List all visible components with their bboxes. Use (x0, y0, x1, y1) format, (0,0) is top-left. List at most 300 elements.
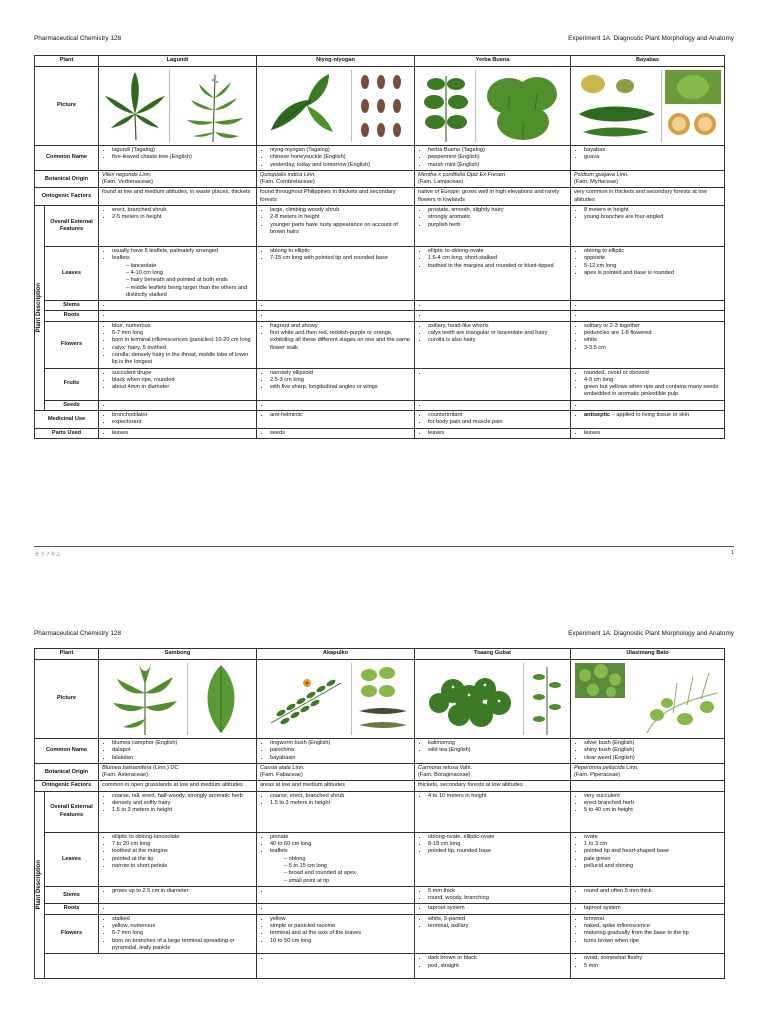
roots-cell (99, 904, 257, 914)
list-item: • succulent drupe (112, 370, 253, 377)
list-item: • erect, branched shrub (112, 207, 253, 214)
partial-cell (415, 954, 571, 979)
plant-name: Tsaang Gubat (415, 649, 571, 660)
family: (Fam. Boraginaceae) (418, 772, 471, 779)
plant-description-side (35, 206, 45, 411)
botanical-name: Blumea balsamifera (102, 764, 152, 771)
plant-table-2 (34, 648, 725, 979)
row-next-partial (35, 954, 725, 979)
leaves-cell (415, 832, 571, 886)
flowers-cell (415, 321, 571, 368)
list-item: • turns brown when ripe (584, 938, 721, 945)
list-item: • 4-9 cm long (584, 377, 721, 384)
list-item: • clear weed (English) (584, 755, 721, 762)
list-item (270, 312, 411, 319)
header-course: Pharmaceutical Chemistry 128 (34, 35, 122, 42)
yerba-buena-sprig-image (421, 70, 471, 142)
row-medicinal-use (35, 411, 725, 429)
list-item: • 4 to 10 meters in height (428, 793, 567, 800)
akapulko-branch-image (261, 663, 349, 735)
list-item: • niyog-niyogan (Tagalog) (270, 147, 411, 154)
list-item: • corolla is also hairy (428, 337, 567, 344)
picture-lagundi (99, 67, 257, 146)
list-item: • ovate (584, 834, 721, 841)
list-item: • simple or panicled raceme (270, 923, 411, 930)
botanical-name: Carmona retusa (418, 764, 459, 771)
tsaang-gubat-twig-image (527, 663, 567, 735)
list-item: • oblong-ovate, elliptic-ovate (428, 834, 567, 841)
list-item: • 1.5 to 3 meters in height (270, 800, 411, 807)
external-cell (257, 206, 415, 247)
list-item: • narrow to short petiole (112, 863, 253, 870)
list-item: • younger parts have rusty appearance on account of brown hairs (270, 222, 411, 237)
list-item: • white (584, 337, 721, 344)
picture-tsaang-gubat (415, 660, 571, 739)
common-cell (257, 739, 415, 764)
row-parts-used (35, 428, 725, 438)
label-roots: Roots (45, 311, 99, 321)
row-plant (35, 649, 725, 660)
list-item: • very succulent (584, 793, 721, 800)
list-item (112, 905, 253, 912)
ontogenic-text: areas at low and medium altitudes (257, 781, 415, 791)
ulasimang-bato-plant-image (627, 663, 721, 735)
list-item: • calyx: hairy, 5 toothed (112, 345, 253, 352)
list-item (584, 402, 721, 409)
list-item: • herba Buena (Tagalog) (428, 147, 567, 154)
flowers-cell (257, 321, 415, 368)
list-item (112, 302, 253, 309)
flowers-cell (415, 914, 571, 953)
list-item (270, 905, 411, 912)
family: (Fam. Piperaceae) (574, 772, 621, 779)
common-bayabas (571, 146, 725, 171)
common-cell (99, 739, 257, 764)
botanical-cell (571, 763, 725, 781)
ontogenic-text: thickets, secondary forests at low altitudes (415, 781, 571, 791)
parts-cell (571, 428, 725, 438)
header-course: Pharmaceutical Chemistry 128 (34, 630, 122, 637)
sub-item: – lanceolate (126, 263, 253, 270)
list-item: • peduncles are 1-8 flowered (584, 330, 721, 337)
list-item: • 2.5-3 cm long (270, 377, 411, 384)
botanical-author: Linn. (624, 764, 639, 771)
medicinal-keyword: antiseptic (584, 412, 611, 419)
list-item: • 5-12 cm long (584, 263, 721, 270)
fruits-cell (99, 368, 257, 400)
sub-item: – broad and rounded at apex (284, 870, 411, 877)
row-ontogenic (35, 781, 725, 791)
list-item: • terminal, axillary (428, 923, 567, 930)
list-item: • toothed in the margins and rounded or blunt-tipped (428, 263, 567, 270)
medicinal-cell (571, 411, 725, 429)
list-item: • toothed at the margins (112, 848, 253, 855)
label-botanical-origin: Botanical Origin (35, 763, 99, 781)
yerba-buena-leaves-image (479, 70, 567, 142)
list-item: • purplish herb (428, 222, 567, 229)
common-lagundi (99, 146, 257, 171)
roots-cell (257, 311, 415, 321)
list-item (584, 312, 721, 319)
ontogenic-text: very common in thickets and secondary forests at low altitudes (571, 188, 725, 206)
label-fruits: Fruits (45, 368, 99, 400)
label-plant: Plant (35, 56, 99, 67)
list-item: • ringworm bush (English) (270, 740, 411, 747)
list-item: • grows up to 2.5 cm in diameter (112, 888, 253, 895)
roots-cell (99, 311, 257, 321)
ulasimang-bato-patch-image (575, 663, 625, 698)
roots-cell (571, 311, 725, 321)
list-item: • leaves (428, 430, 567, 437)
list-item: • first white and then red, reddish-purple or orange, exhibiting all these different stages on one and the same flower stalk (270, 330, 411, 352)
list-item-text: leaflets (270, 848, 288, 855)
ontogenic-text: found at low and medium altitudes, in waste places, thickets (99, 188, 257, 206)
row-stems (35, 301, 725, 311)
side-label: Plant Description (35, 860, 42, 910)
stems-cell (415, 886, 571, 904)
plant-name: Lagundi (99, 56, 257, 67)
list-item: • large, climbing woody shrub (270, 207, 411, 214)
label-botanical-origin: Botanical Origin (35, 170, 99, 188)
sub-item: – middle leaflets being larger than the others and distinctly stalked (126, 285, 253, 300)
list-item: • oblong to elliptic (270, 248, 411, 255)
list-item: • yesterday, today and tomorrow (English) (270, 162, 411, 169)
row-leaves (35, 832, 725, 886)
list-item: • round and often 5 mm thick (584, 888, 721, 895)
list-item: • marsh mint (English) (428, 162, 567, 169)
list-item: • blue, numerous (112, 323, 253, 330)
tsaang-gubat-shrub-image (419, 663, 519, 735)
list-item (112, 255, 253, 299)
flowers-cell (257, 914, 415, 953)
flowers-cell (99, 321, 257, 368)
common-cell (415, 739, 571, 764)
list-item: • erect branched herb (584, 800, 721, 807)
list-item: • pale green (584, 856, 721, 863)
ontogenic-text: common in open grasslands at low and medium altitudes (99, 781, 257, 791)
list-item: • opposite (584, 255, 721, 262)
seeds-cell (257, 400, 415, 410)
row-roots (35, 311, 725, 321)
list-item: • taproot system (428, 905, 567, 912)
list-item: • elliptic to oblong-ovate (428, 248, 567, 255)
footer-watermark: セラノキム (34, 552, 62, 558)
leaves-cell (99, 832, 257, 886)
label-picture: Picture (35, 67, 99, 146)
list-item: • bayabas (584, 147, 721, 154)
list-item: • green but yellows when ripe and contains many seeds embedded in aromatic pinkedible pulp (584, 384, 721, 399)
list-item (112, 312, 253, 319)
list-item: • shiny bush (English) (584, 747, 721, 754)
picture-bayabas (571, 67, 725, 146)
list-item: • naked, spike inflorescence (584, 923, 721, 930)
list-item: • seeds (270, 430, 411, 437)
flowers-cell (571, 914, 725, 953)
list-item: • expectorant (112, 419, 253, 426)
list-item: • 2-8 meters in height (270, 214, 411, 221)
list-item: • pellucid and shining (584, 863, 721, 870)
botanical-author: Vahl. (458, 764, 472, 771)
leaves-cell (257, 832, 415, 886)
family: (Fam. Asteraceae) (102, 772, 149, 779)
list-item (270, 848, 411, 884)
sambong-leaf-image (195, 663, 247, 735)
list-item: • dalapot (112, 747, 253, 754)
botanical-cell (99, 763, 257, 781)
leaves-cell (415, 247, 571, 301)
picture-ulasimang-bato (571, 660, 725, 739)
parts-cell (257, 428, 415, 438)
list-item: • elliptic to oblong-lanceolate (112, 834, 253, 841)
list-item: • coarse, erect, branched shrub (270, 793, 411, 800)
list-item: • born on branches of a large terminal spreading or pyramidal, leafy panicle (112, 938, 253, 953)
roots-cell (415, 311, 571, 321)
sub-item: – hairy beneath and pointed at both ends (126, 277, 253, 284)
list-item: • 7 to 20 cm long (112, 841, 253, 848)
list-item: • counterirritant (428, 412, 567, 419)
row-seeds (35, 400, 725, 410)
picture-sambong (99, 660, 257, 739)
list-item: • yellow, numerous (112, 923, 253, 930)
picture-akapulko (257, 660, 415, 739)
flowers-cell (571, 321, 725, 368)
row-picture (35, 67, 725, 146)
list-item: • leaves (584, 430, 721, 437)
row-common-name (35, 146, 725, 171)
lagundi-leaf-image (103, 70, 167, 142)
plant-name: Ulasimang Bato (571, 649, 725, 660)
leaves-cell (99, 247, 257, 301)
label-leaves: Leaves (45, 832, 99, 886)
list-item: • 5 to 40 cm in height (584, 807, 721, 814)
common-cell (571, 739, 725, 764)
list-item (270, 402, 411, 409)
botanical-name: Quisqualis indica Linn. (260, 171, 316, 178)
list-item: • 40 to 60 cm long (270, 841, 411, 848)
external-cell (257, 791, 415, 832)
fruits-cell (415, 368, 571, 400)
botanical-name: Psidium guajava Linn. (574, 171, 629, 178)
list-item: • 6-7 mm long (112, 330, 253, 337)
list-item: • peppermint (English) (428, 154, 567, 161)
row-common-name (35, 739, 725, 764)
list-item: • pointed at the tip (112, 856, 253, 863)
list-item: • calyx teeth are triangular or lanceolate and hairy (428, 330, 567, 337)
family: (Fam. Myrtaceae) (574, 179, 619, 186)
stems-cell (99, 886, 257, 904)
list-item: • coarse, tall, erect, half-woody, strongly aromatic herb (112, 793, 253, 800)
roots-cell (571, 904, 725, 914)
list-item (428, 302, 567, 309)
akapulko-leaflets-pods-image (355, 663, 409, 735)
list-item: • kalimomog (428, 740, 567, 747)
list-item-text: leaflets (112, 255, 130, 262)
medicinal-cell (257, 411, 415, 429)
list-item: • anti-helmintic (270, 412, 411, 419)
list-item (270, 888, 411, 895)
label-common-name: Common Name (35, 739, 99, 764)
botanical-cell (415, 763, 571, 781)
side-label: Plant Description (35, 283, 42, 333)
list-item (112, 402, 253, 409)
page-2 (0, 570, 768, 1024)
leaves-cell (257, 247, 415, 301)
label-common-name: Common Name (35, 146, 99, 171)
list-item: • axillary, head-like whorls (428, 323, 567, 330)
stems-cell (257, 886, 415, 904)
list-item: • bayabasin (270, 755, 411, 762)
list-item: • 6-7 mm long (112, 930, 253, 937)
list-item: • ovoid, somewhat fleshy (584, 955, 721, 962)
list-item: • born in terminal inflorescences (panicles) 10-20 cm long (112, 337, 253, 344)
lagundi-branch-image (173, 70, 251, 142)
list-item: • pinnate (270, 834, 411, 841)
label-plant: Plant (35, 649, 99, 660)
list-item (270, 302, 411, 309)
list-item: • yellow (270, 916, 411, 923)
roots-cell (257, 904, 415, 914)
list-item: • about 4mm in diameter (112, 384, 253, 391)
sub-item: – 5 to 15 cm long (284, 863, 411, 870)
family: (Fam. Verbenaceae) (102, 179, 153, 186)
list-item: • pod, straight (428, 963, 567, 970)
fruits-cell (257, 368, 415, 400)
list-item: • terminal and at the axis of the leaves (270, 930, 411, 937)
list-item: • 8-18 cm long (428, 841, 567, 848)
list-item: • narrowly ellipsoid (270, 370, 411, 377)
botanical-niyog-niyogan (257, 170, 415, 188)
external-cell (571, 206, 725, 247)
label-parts-used: Parts Used (35, 428, 99, 438)
list-item: • pointed tip, rounded base (428, 848, 567, 855)
label-picture: Picture (35, 660, 99, 739)
list-item (584, 412, 721, 419)
header-experiment: Experiment 1A: Diagnostic Plant Morphology and Anatomy (568, 35, 734, 42)
row-roots (35, 904, 725, 914)
list-item: • 10 to 50 cm long (270, 938, 411, 945)
list-item: • densely and softly hairy (112, 800, 253, 807)
external-cell (99, 791, 257, 832)
plant-name: Akapulko (257, 649, 415, 660)
partial-cell (571, 954, 725, 979)
family: (Fam. Combretaceae) (260, 179, 315, 186)
list-item (428, 402, 567, 409)
picture-yerba-buena (415, 67, 571, 146)
list-item: • maturing gradually from the base to the tip (584, 930, 721, 937)
list-item: • 3-3.5 cm (584, 345, 721, 352)
sub-item: – 4-10 cm long (126, 270, 253, 277)
picture-niyog-niyogan (257, 67, 415, 146)
label-seeds: Seeds (45, 400, 99, 410)
list-item: • pointed tip and heart-shaped base (584, 848, 721, 855)
label-roots: Roots (45, 904, 99, 914)
plant-name: Niyog-niyogan (257, 56, 415, 67)
botanical-name: Mentha x cordifolia Opiz Ex Fresen (418, 171, 506, 178)
niyog-niyogan-leaf-image (261, 70, 349, 142)
sambong-branch-image (109, 663, 181, 735)
medicinal-detail: – applied to living tissue or skin (610, 412, 690, 419)
external-cell (571, 791, 725, 832)
stems-cell (257, 301, 415, 311)
list-item: • strongly aromatic (428, 214, 567, 221)
list-item: • leaves (112, 430, 253, 437)
header-experiment: Experiment 1A: Diagnostic Plant Morphology and Anatomy (568, 630, 734, 637)
sub-item: – small point at tip (284, 878, 411, 885)
bayabas-fruit-leaf-image (575, 70, 659, 142)
row-stems (35, 886, 725, 904)
plant-name: Sambong (99, 649, 257, 660)
row-external-features (35, 791, 725, 832)
stems-cell (571, 301, 725, 311)
list-item: • 1.5-4 cm long, short-stalked (428, 255, 567, 262)
botanical-author: (Linn.) DC (151, 764, 179, 771)
row-botanical-origin (35, 170, 725, 188)
list-item: • oblong to elliptic (584, 248, 721, 255)
list-item: • 5 mm thick (428, 888, 567, 895)
list-item: • prostate, smooth, slightly hairy (428, 207, 567, 214)
botanical-bayabas (571, 170, 725, 188)
label-leaves: Leaves (45, 247, 99, 301)
list-item: • round, woody, branching (428, 895, 567, 902)
common-niyog-niyogan (257, 146, 415, 171)
list-item (584, 302, 721, 309)
bayabas-cut-fruit-image (665, 70, 721, 142)
ontogenic-text (571, 781, 725, 791)
list-item (270, 955, 411, 962)
list-item: • chinese honeysuckle (English) (270, 154, 411, 161)
botanical-name: Cassia alata (260, 764, 291, 771)
list-item: • 2-5 meters in height (112, 214, 253, 221)
plant-name: Bayabas (571, 56, 725, 67)
ontogenic-text: found throughout Philippines in thickets and secondary forests (257, 188, 415, 206)
botanical-author: Linn. (290, 764, 305, 771)
family: (Fam. Lamiaceae) (418, 179, 464, 186)
page-number: 1 (730, 550, 734, 556)
list-item: • rounded, ovoid or obovoid (584, 370, 721, 377)
row-external-features (35, 206, 725, 247)
plant-name: Yerba Buena (415, 56, 571, 67)
list-item: • 1.5 to 3 meters in height (112, 807, 253, 814)
row-plant (35, 56, 725, 67)
list-item: • guava (584, 154, 721, 161)
list-item: • taproot system (584, 905, 721, 912)
partial-cell (257, 954, 415, 979)
niyog-niyogan-seeds-image (355, 70, 409, 142)
common-yerba-buena (415, 146, 571, 171)
list-item: • lalakdan (112, 755, 253, 762)
label-stems: Stems (45, 886, 99, 904)
list-item: • apex is pointed and base is rounded (584, 270, 721, 277)
list-item: • fragrant and showy (270, 323, 411, 330)
flowers-cell (99, 914, 257, 953)
list-item: • 5 mm (584, 963, 721, 970)
external-cell (415, 791, 571, 832)
parts-cell (99, 428, 257, 438)
seeds-cell (415, 400, 571, 410)
list-item: • usually have 5 leaflets, palmately arranged (112, 248, 253, 255)
stems-cell (99, 301, 257, 311)
label-external: Overall External Features (45, 791, 99, 832)
list-item: • with five sharp, longitudinal angles or wings (270, 384, 411, 391)
label-ontogenic: Ontogenic Factors (35, 781, 99, 791)
row-flowers (35, 321, 725, 368)
list-item: • terminal (584, 916, 721, 923)
seeds-cell (99, 400, 257, 410)
ontogenic-text: native of Europe; grows well in high elevations and rarely flowers in lowlands (415, 188, 571, 206)
label-external: Overall External Features (45, 206, 99, 247)
label-flowers: Flowers (45, 914, 99, 953)
external-cell (99, 206, 257, 247)
